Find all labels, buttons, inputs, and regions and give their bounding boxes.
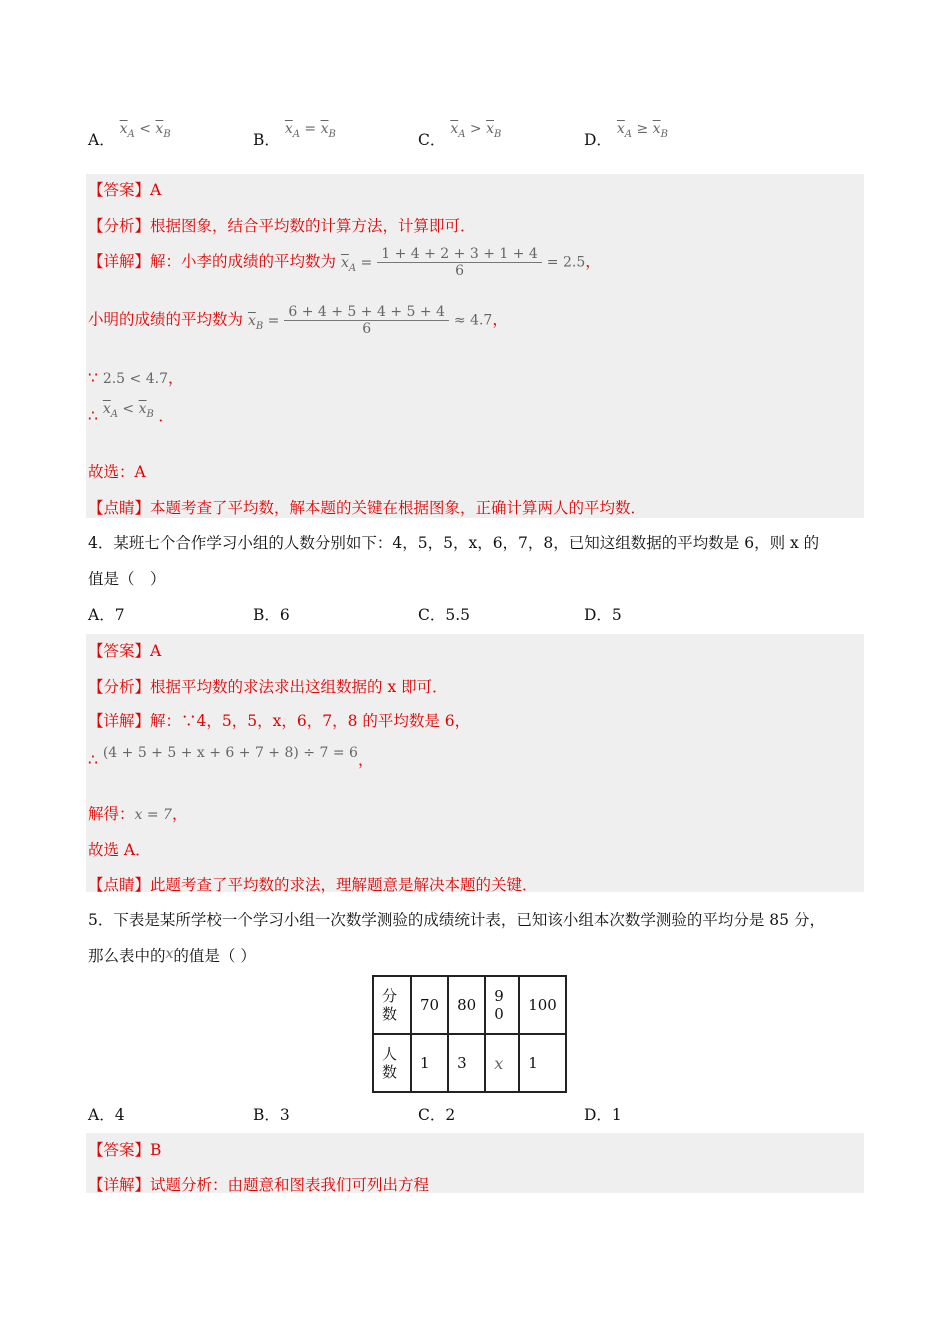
table-cell: 1 <box>519 1034 566 1092</box>
q4-choose: 故选 A． <box>88 841 151 859</box>
table-cell: 90 <box>494 987 504 1023</box>
table-row <box>373 1034 566 1092</box>
score-table <box>372 975 567 1093</box>
q3-because-line: ∵ 2.5 < 4.7， <box>88 369 184 387</box>
table-cell: 3 <box>448 1034 485 1092</box>
q5-option-d: D．1 <box>584 1106 622 1124</box>
q3-detail-li: 【详解】解：小李的成绩的平均数为 $\overline{x}_A$ = $\frac{1 + 4 + 2 + 3 + 1 + 4}{6}$ = 2.5， <box>88 246 601 279</box>
q5-detail: 【详解】试题分析：由题意和图表我们可列出方程 <box>88 1176 430 1194</box>
q4-stem-line2: 值是（ ） <box>88 570 166 588</box>
q3-analysis: 【分析】根据图象，结合平均数的计算方法，计算即可． <box>88 217 476 235</box>
q3-option-a: A． $\overline{x}_A < \overline{x}_B$ <box>88 121 171 149</box>
q4-comment: 【点睛】此题考查了平均数的求法，理解题意是解决本题的关键． <box>88 876 538 894</box>
q4-solve-line: 解得：x = 7， <box>88 805 188 823</box>
q4-answer: 【答案】A <box>88 642 162 660</box>
table-row-header: 人数 <box>382 1045 398 1081</box>
q5-option-b: B．3 <box>253 1106 290 1124</box>
q3-comment: 【点睛】本题考查了平均数，解本题的关键在根据图象，正确计算两人的平均数． <box>88 499 647 517</box>
q5-option-a: A．4 <box>88 1106 125 1124</box>
q4-equation-line: ∴ (4 + 5 + 5 + x + 6 + 7 + 8) ÷ 7 = 6， <box>88 745 374 769</box>
table-cell: x <box>485 1034 519 1092</box>
q3-option-b: B． $\overline{x}_A = \overline{x}_B$ <box>253 121 336 149</box>
table-cell: 80 <box>448 976 485 1034</box>
q5-stem-line1: 5．下表是某所学校一个学习小组一次数学测验的成绩统计表，已知该小组本次数学测验的平均分是 85 分， <box>88 911 825 929</box>
table-cell: 100 <box>519 976 566 1034</box>
q3-answer: 【答案】A <box>88 181 162 199</box>
q3-choose: 故选：A <box>88 463 146 481</box>
q5-option-c: C．2 <box>418 1106 456 1124</box>
q3-detail-ming: 小明的成绩的平均数为 $\overline{x}_B$ = $\frac{6 + 4 + 5 + 4 + 5 + 4}{6}$ ≈ 4.7， <box>88 304 508 337</box>
q4-option-d: D．5 <box>584 606 622 624</box>
table-cell: 1 <box>411 1034 448 1092</box>
table-row-header: 分数 <box>382 987 398 1023</box>
table-cell: 70 <box>411 976 448 1034</box>
q4-option-c: C．5.5 <box>418 606 471 624</box>
q4-analysis: 【分析】根据平均数的求法求出这组数据的 x 即可． <box>88 678 448 696</box>
q3-option-d: D． $\overline{x}_A \ge \overline{x}_B$ <box>584 121 668 149</box>
q5-answer: 【答案】B <box>88 1141 162 1159</box>
q3-option-c: C． $\overline{x}_A > \overline{x}_B$ <box>418 121 502 149</box>
q4-stem-line1: 4．某班七个合作学习小组的人数分别如下：4，5，5，x，6，7，8，已知这组数据的平均数是 6，则 x 的 <box>88 534 820 552</box>
q4-option-b: B．6 <box>253 606 290 624</box>
q5-stem-line2: 那么表中的x的值是（ ） <box>88 946 256 965</box>
q3-therefore-line: ∴ $\overline{x}_A < \overline{x}_B$ ． <box>88 401 174 425</box>
table-row <box>373 976 566 1034</box>
q4-option-a: A．7 <box>88 606 125 624</box>
q4-detail: 【详解】解：∵4，5，5，x，6，7，8 的平均数是 6， <box>88 712 471 730</box>
